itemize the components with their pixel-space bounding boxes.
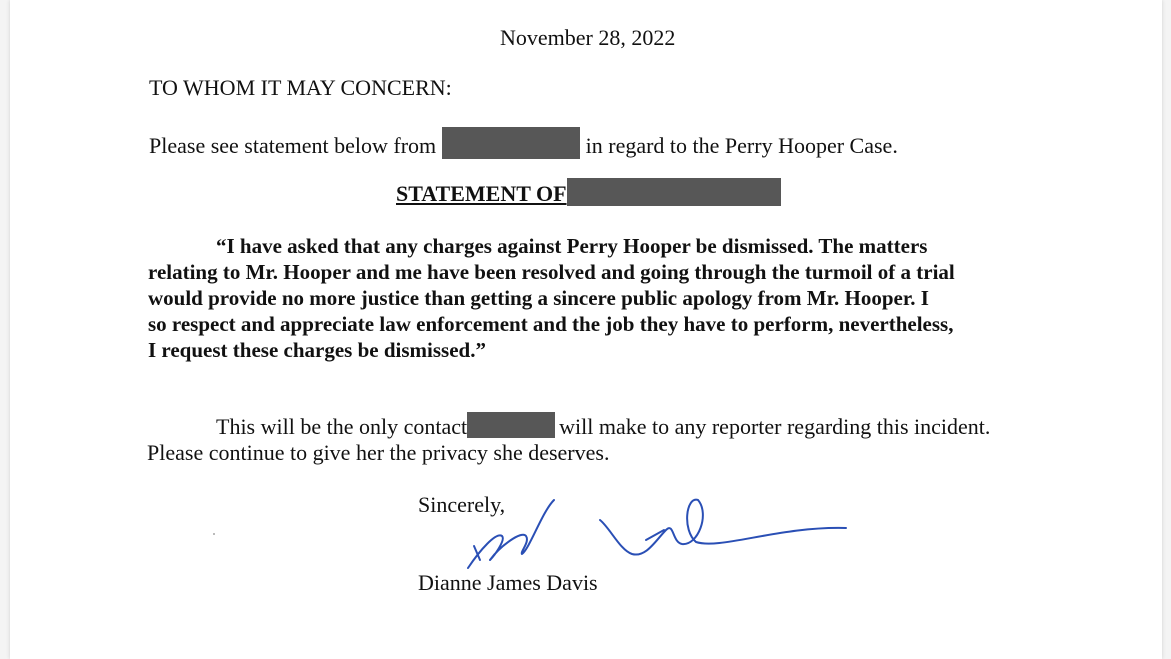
statement-heading-text: STATEMENT OF [396,181,567,206]
closing-line: Please continue to give her the privacy she deserves. [147,440,610,465]
intro-paragraph [149,127,898,159]
document-page [10,0,1162,659]
statement-line: would provide no more justice than getting a sincere public apology from Mr. Hooper. I [148,286,929,310]
statement-line: “I have asked that any charges against Perry Hooper be dismissed. The matters [216,234,928,258]
intro-text-before: Please see statement below from [149,133,437,158]
salutation: TO WHOM IT MAY CONCERN: [149,75,452,100]
closing-text-before: This will be the only contact [216,414,468,439]
statement-line: so respect and appreciate law enforcement and the job they have to perform, nevertheless, [148,312,954,336]
intro-text-after: in regard to the Perry Hooper Case. [585,133,898,158]
signoff: Sincerely, [418,492,506,517]
statement-line: relating to Mr. Hooper and me have been resolved and going through the turmoil of a trial [148,260,955,284]
letter-date: November 28, 2022 [500,25,676,50]
statement-heading [396,178,781,207]
closing-text-after: will make to any reporter regarding this incident. [559,414,991,439]
redaction-box [442,127,580,159]
closing-paragraph [147,412,990,466]
handwritten-signature [450,490,860,580]
redaction-box [567,178,781,206]
redaction-box [467,412,555,438]
statement-line: I request these charges be dismissed.” [148,338,486,362]
closing-line [147,412,990,440]
signer-name: Dianne James Davis [418,570,598,595]
speck [213,533,215,535]
statement-quote [148,233,1048,363]
